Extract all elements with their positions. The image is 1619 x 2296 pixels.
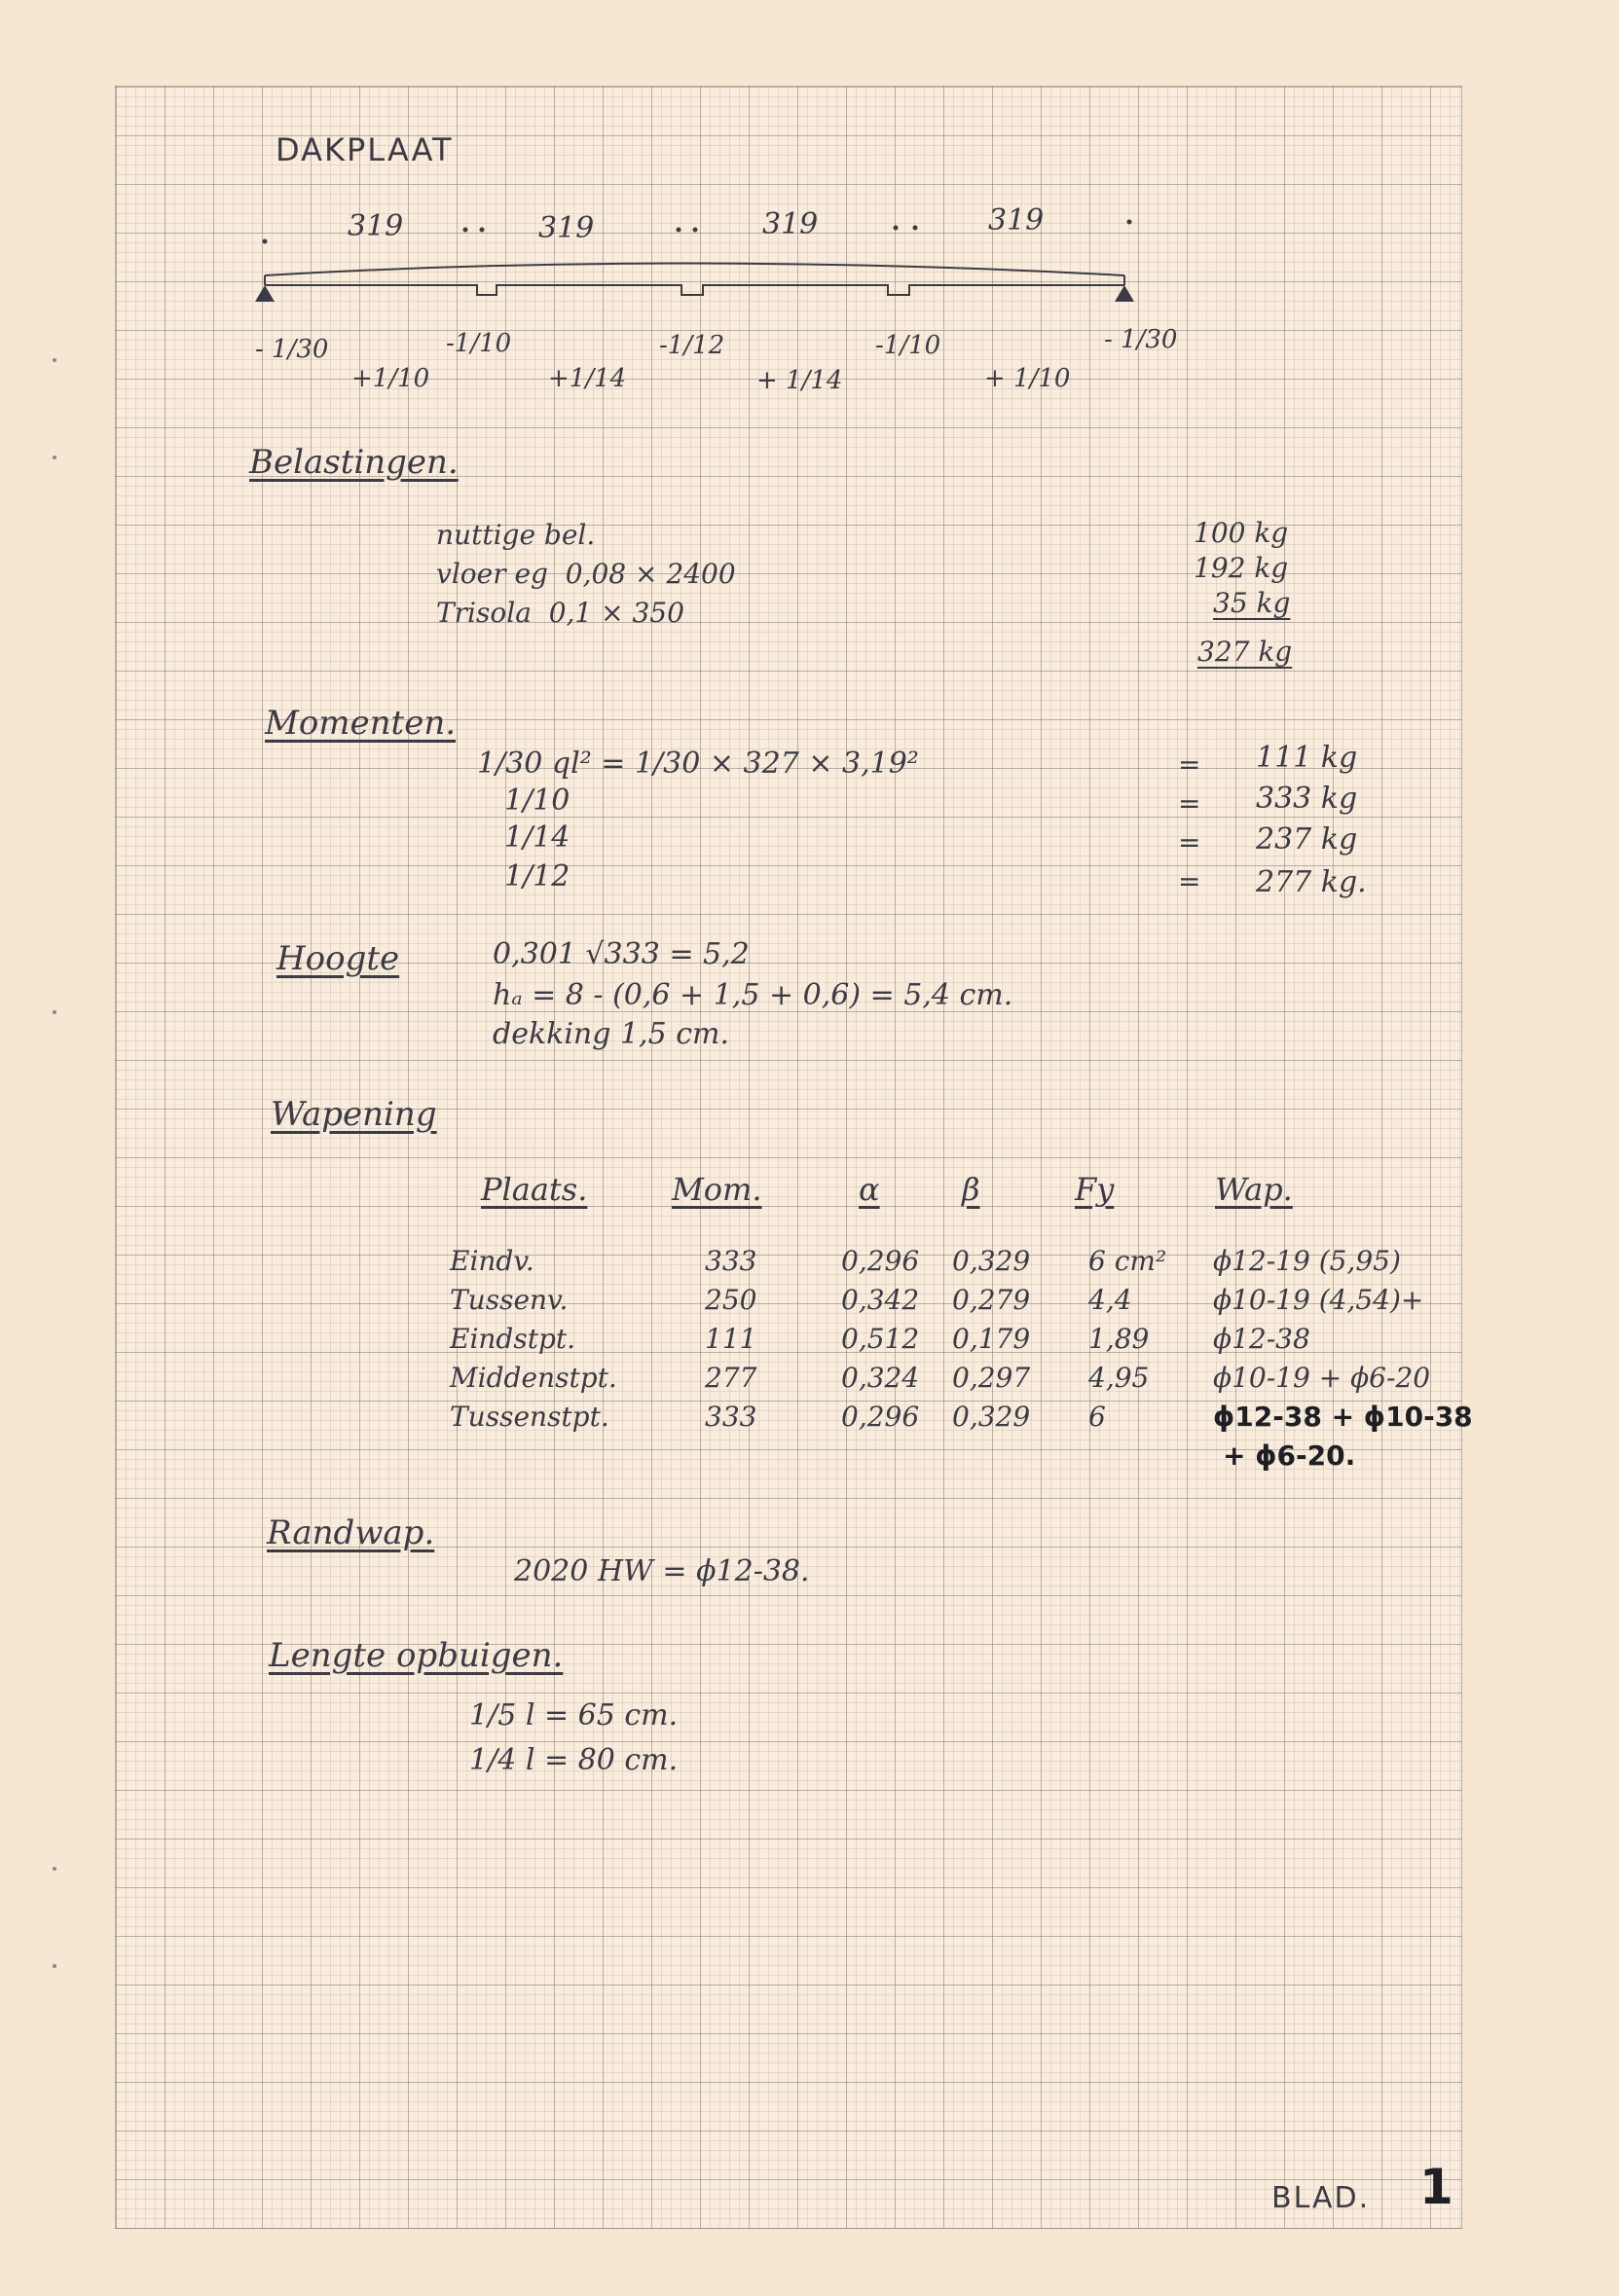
paper-speck: [53, 1010, 56, 1014]
table-cell: Eindstpt.: [450, 1323, 576, 1355]
table-cell: 6 cm²: [1088, 1245, 1167, 1277]
paper-speck: [53, 1964, 56, 1968]
table-cell: 333: [705, 1245, 757, 1277]
table-cell: 0,342: [841, 1284, 920, 1316]
load-label: nuttige bel.: [436, 519, 596, 551]
moment-value: 333 kg: [1256, 782, 1358, 816]
support-moment-coefficient: - 1/30: [255, 335, 329, 364]
table-cell: 0,324: [841, 1362, 920, 1394]
paper-speck: [53, 456, 56, 459]
load-value: 35 kg: [1213, 587, 1291, 619]
hoogte-line: dekking 1,5 cm.: [493, 1017, 730, 1051]
table-cell: 4,95: [1088, 1362, 1150, 1394]
table-cell: 0,296: [841, 1245, 920, 1277]
table-header: Fy: [1075, 1171, 1115, 1208]
continuous-beam-diagram: [0, 0, 1619, 409]
span-label: 319: [988, 203, 1045, 237]
table-cell: 0,297: [952, 1362, 1031, 1394]
table-header: Plaats.: [481, 1171, 588, 1208]
section-heading-momenten: Momenten.: [265, 704, 457, 743]
sheet-number: 1: [1419, 2159, 1453, 2215]
table-cell: 0,512: [841, 1323, 920, 1355]
paper-speck: [53, 1867, 56, 1871]
moment-value: 237 kg: [1256, 822, 1358, 856]
field-moment-coefficient: +1/10: [351, 364, 430, 393]
table-cell: Tussenv.: [450, 1284, 569, 1316]
moment-value: 111 kg: [1256, 741, 1358, 775]
table-cell: 4,4: [1088, 1284, 1132, 1316]
table-cell: Tussenstpt.: [450, 1401, 609, 1433]
table-cell: 250: [705, 1284, 757, 1316]
table-cell: 277: [705, 1362, 757, 1394]
page-title: DAKPLAAT: [276, 131, 454, 168]
table-cell: ϕ12-38 + ϕ10-38: [1213, 1401, 1473, 1433]
section-heading-belastingen: Belastingen.: [249, 443, 459, 482]
hoogte-line: hₐ = 8 - (0,6 + 1,5 + 0,6) = 5,4 cm.: [493, 978, 1013, 1012]
load-label: Trisola 0,1 × 350: [436, 597, 684, 629]
moment-formula: 1/10: [504, 784, 570, 818]
load-label: vloer eg 0,08 × 2400: [436, 558, 736, 590]
table-cell: ϕ10-19 (4,54)+: [1213, 1284, 1424, 1316]
table-cell: ϕ12-19 (5,95): [1213, 1245, 1401, 1277]
randwap-line: 2020 HW = ϕ12-38.: [514, 1554, 810, 1588]
sheet-label: BLAD.: [1271, 2181, 1371, 2215]
hoogte-line: 0,301 √333 = 5,2: [493, 937, 750, 971]
field-moment-coefficient: + 1/10: [984, 364, 1071, 393]
section-heading-hoogte: Hoogte: [276, 939, 400, 978]
table-cell: 6: [1088, 1401, 1106, 1433]
span-label: 319: [762, 207, 819, 241]
table-cell: 1,89: [1088, 1323, 1150, 1355]
section-heading-randwap: Randwap.: [267, 1513, 435, 1552]
table-cell: 0,329: [952, 1401, 1031, 1433]
moment-value: 277 kg.: [1256, 865, 1367, 899]
moment-eq: =: [1178, 787, 1201, 820]
load-total: 327 kg: [1197, 636, 1293, 668]
table-cell: ϕ12-38: [1213, 1323, 1310, 1355]
right-support-icon: [1115, 285, 1134, 302]
moment-eq: =: [1178, 748, 1201, 781]
span-label: 319: [538, 211, 595, 245]
table-cell: 0,279: [952, 1284, 1031, 1316]
load-value: 100 kg: [1194, 517, 1289, 549]
left-support-icon: [255, 285, 275, 302]
support-moment-coefficient: - 1/30: [1104, 325, 1178, 354]
table-cell: 111: [705, 1323, 757, 1355]
span-label: 319: [348, 209, 404, 243]
table-cell-continuation: + ϕ6-20.: [1223, 1440, 1356, 1472]
moment-formula: 1/30 ql² = 1/30 × 327 × 3,19²: [477, 747, 919, 781]
support-moment-coefficient: -1/10: [875, 331, 941, 360]
table-cell: Middenstpt.: [450, 1362, 617, 1394]
opbuigen-line: 1/4 l = 80 cm.: [469, 1743, 679, 1777]
field-moment-coefficient: + 1/14: [756, 366, 843, 395]
section-heading-wapening: Wapening: [271, 1095, 437, 1134]
support-moment-coefficient: -1/12: [659, 331, 725, 360]
table-cell: 333: [705, 1401, 757, 1433]
field-moment-coefficient: +1/14: [548, 364, 627, 393]
table-cell: 0,329: [952, 1245, 1031, 1277]
moment-eq: =: [1178, 826, 1201, 858]
load-value: 192 kg: [1194, 552, 1289, 584]
table-header: β: [962, 1171, 980, 1208]
section-heading-lengte-opbuigen: Lengte opbuigen.: [269, 1636, 564, 1675]
table-header: α: [859, 1171, 880, 1208]
moment-formula: 1/14: [504, 820, 570, 855]
moment-formula: 1/12: [504, 859, 570, 893]
support-moment-coefficient: -1/10: [446, 329, 512, 358]
table-cell: 0,296: [841, 1401, 920, 1433]
moment-eq: =: [1178, 865, 1201, 897]
table-cell: Eindv.: [450, 1245, 534, 1277]
table-cell: ϕ10-19 + ϕ6-20: [1213, 1362, 1431, 1394]
paper-speck: [53, 358, 56, 362]
table-header: Mom.: [672, 1171, 762, 1208]
table-header: Wap.: [1215, 1171, 1293, 1208]
table-cell: 0,179: [952, 1323, 1031, 1355]
opbuigen-line: 1/5 l = 65 cm.: [469, 1698, 679, 1732]
